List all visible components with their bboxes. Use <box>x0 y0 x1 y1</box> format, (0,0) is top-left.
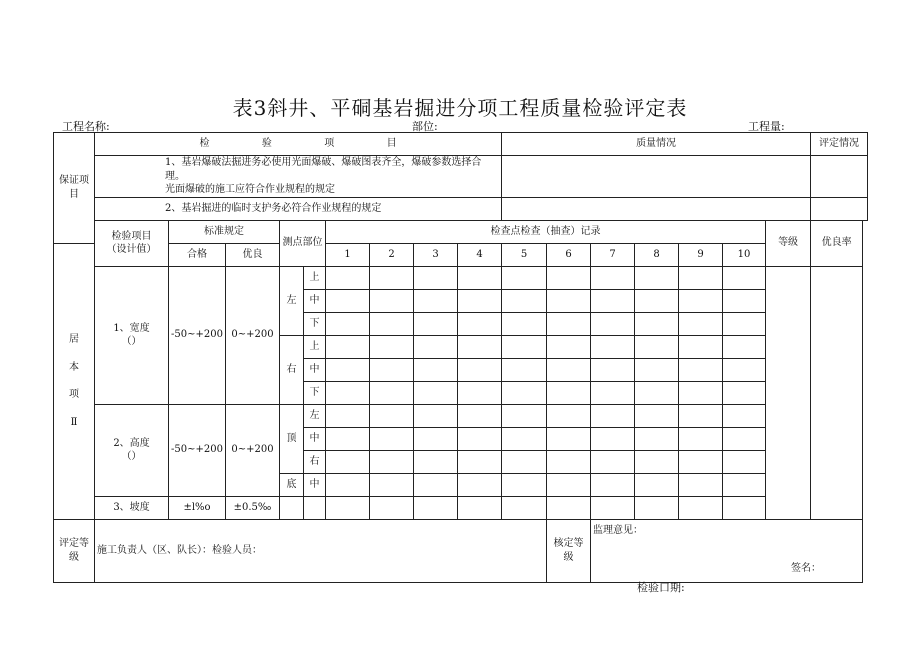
position-label: 左 <box>304 404 326 427</box>
guarantee-header-row <box>54 133 868 156</box>
check-number-4: 4 <box>458 243 502 266</box>
check-number-7: 7 <box>591 243 635 266</box>
guarantee-row-1 <box>54 156 868 198</box>
width-item: 1、宽度 （） <box>95 266 169 404</box>
position-label: 下 <box>304 381 326 404</box>
basic-grade-cell[interactable] <box>766 266 811 519</box>
construction-signers[interactable]: 施工负责人（区、队长）：检验人员： <box>95 519 547 582</box>
guarantee-item-2-quality[interactable] <box>502 197 811 220</box>
position-label: 中 <box>304 427 326 450</box>
verify-grade-label: 核定等级 <box>547 519 591 582</box>
check-number-3: 3 <box>414 243 458 266</box>
guarantee-item-1-rating[interactable] <box>811 156 868 198</box>
guarantee-section-label: 保证项目 <box>54 133 95 244</box>
project-name-label: 工程名称: <box>62 120 110 133</box>
height-item: 2、高度 （） <box>95 404 169 496</box>
height-side-bottom: 底 <box>280 473 304 496</box>
basic-subheader-row <box>54 243 868 266</box>
guarantee-item-1-quality[interactable] <box>502 156 811 198</box>
location-label: 部位: <box>412 120 438 133</box>
excellent-header: 优良 <box>226 243 280 266</box>
width-excellent-value: 0~+200 <box>226 266 280 404</box>
guarantee-row-2 <box>54 197 868 220</box>
table-row <box>54 404 868 427</box>
standard-header: 标准规定 <box>169 220 280 243</box>
width-side-left: 左 <box>280 266 304 335</box>
slope-pass-value: ±l%o <box>169 496 226 519</box>
grade-header: 等级 <box>766 220 811 266</box>
supervision-cell[interactable] <box>591 519 863 582</box>
slope-excellent-value: ±0.5‰ <box>226 496 280 519</box>
basic-section-label: 居 本 项 Ⅱ <box>54 243 95 519</box>
slope-item: 3、坡度 <box>95 496 169 519</box>
height-excellent-value: 0~+200 <box>226 404 280 496</box>
check-number-1: 1 <box>326 243 370 266</box>
inspection-item-header: 检验项目 （设计值） <box>95 220 169 266</box>
table-row <box>54 496 868 519</box>
supervision-opinion-label: 监理意见： <box>593 524 644 536</box>
guarantee-item-2-rating[interactable] <box>811 197 868 220</box>
measure-point-header: 测点部位 <box>280 220 326 266</box>
page-title: 表3斜井、平硐基岩掘进分项工程质量检验评定表 <box>232 96 688 120</box>
width-pass-value: -50~+200 <box>169 266 226 404</box>
quality-evaluation-table <box>53 132 868 583</box>
check-number-8: 8 <box>635 243 679 266</box>
position-label: 中 <box>304 473 326 496</box>
position-label: 中 <box>304 358 326 381</box>
width-side-right: 右 <box>280 335 304 404</box>
basic-header-row <box>54 220 868 243</box>
pass-header: 合格 <box>169 243 226 266</box>
inspection-items-header: 检 验 项 目 <box>95 133 502 156</box>
position-label: 右 <box>304 450 326 473</box>
check-number-9: 9 <box>679 243 723 266</box>
guarantee-item-1: 1、基岩爆破法掘进务必使用光面爆破、爆破图表齐全，爆破参数选择合理。 光面爆破的施工应符合作业规程的规定 <box>95 156 502 198</box>
position-label: 中 <box>304 289 326 312</box>
quantity-label: 工程量: <box>748 120 785 133</box>
excellent-rate-header: 优良率 <box>811 220 863 266</box>
quality-status-header: 质量情况 <box>502 133 811 156</box>
check-number-6: 6 <box>547 243 591 266</box>
table-row <box>54 266 868 289</box>
position-label: 上 <box>304 335 326 358</box>
guarantee-item-2: 2、基岩掘进的临时支护务必符合作业规程的规定 <box>95 197 502 220</box>
check-number-5: 5 <box>502 243 547 266</box>
basic-rate-cell[interactable] <box>811 266 863 519</box>
grade-label: 评定等级 <box>54 519 95 582</box>
check-records-header: 检查点检查（抽查）记录 <box>326 220 766 243</box>
position-label: 下 <box>304 312 326 335</box>
signature-label: 签名： <box>791 562 822 574</box>
height-side-top: 顶 <box>280 404 304 473</box>
check-number-10: 10 <box>723 243 766 266</box>
height-pass-value: -50~+200 <box>169 404 226 496</box>
check-number-2: 2 <box>370 243 414 266</box>
position-label: 上 <box>304 266 326 289</box>
inspection-date-label: 检验口期: <box>637 581 685 594</box>
rating-status-header: 评定情况 <box>811 133 868 156</box>
evaluation-row <box>54 519 868 582</box>
